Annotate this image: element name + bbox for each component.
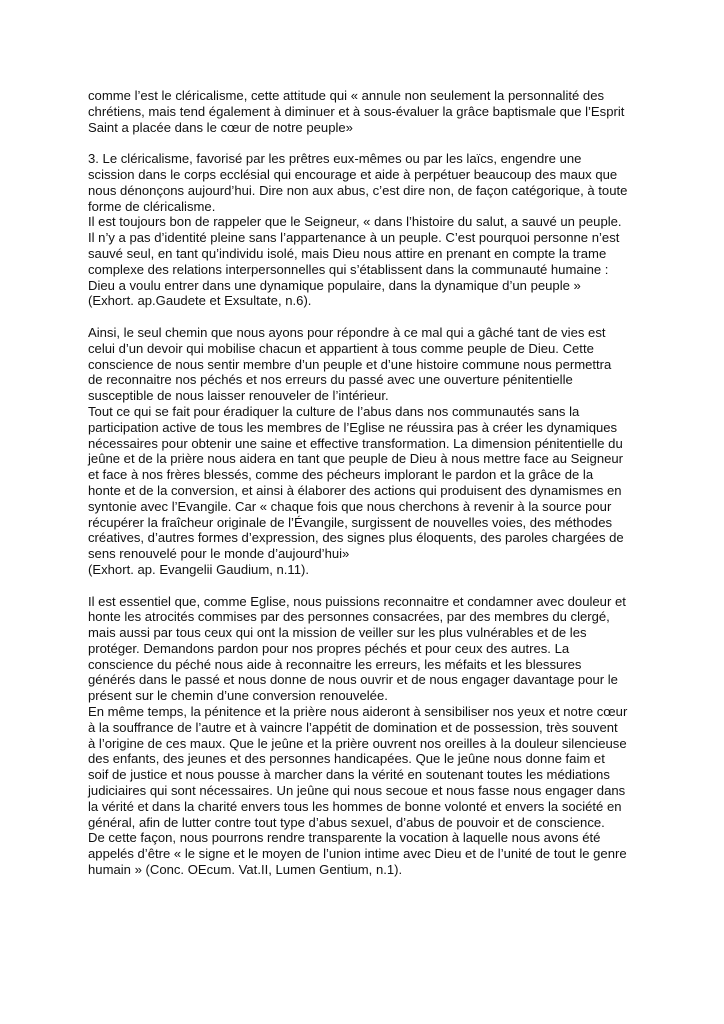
paragraph-2 [88, 151, 648, 309]
text-line: conscience du péché nous aide à reconnaitre les erreurs, les méfaits et les blessures [88, 656, 582, 672]
text-line: sauvé seul, en tant qu’individu isolé, mais Dieu nous attire en prenant en compte la trame [88, 245, 607, 261]
paragraph-gap [88, 309, 648, 325]
text-line: soif de justice et nous pousse à marcher dans la vérité en soutenant toutes les médiations [88, 767, 610, 783]
text-line: De cette façon, nous pourrons rendre transparente la vocation à laquelle nous avons été [88, 830, 601, 846]
text-line: Il est essentiel que, comme Eglise, nous puissions reconnaitre et condamner avec douleur et [88, 593, 626, 609]
text-line: complexe des relations interpersonnelles qui s’établissent dans la communauté humaine : [88, 261, 609, 277]
text-line: la vérité et dans la charité envers tous les hommes de bonne volonté et envers la société en [88, 798, 622, 814]
text-line: des enfants, des jeunes et des personnes handicapées. Que le jeûne nous donne faim et [88, 751, 605, 767]
text-line: forme de cléricalisme. [88, 198, 216, 214]
text-line: honte et de la conversion, et ainsi à élaborer des actions qui produisent des dynamismes en [88, 482, 622, 498]
text-line: générés dans le passé et nous donne de nous ouvrir et de nous engager davantage pour le [88, 672, 618, 688]
text-line: récupérer la fraîcheur originale de l’Évangile, surgissent de nouvelles voies, des méthodes [88, 514, 613, 530]
text-line: nécessaires pour obtenir une saine et effective transformation. La dimension pénitentielle du [88, 435, 623, 451]
text-line: chrétiens, mais tend également à diminuer et à sous-évaluer la grâce baptismale que l’Esprit [88, 103, 625, 119]
text-line: général, afin de lutter contre tout type d’abus sexuel, d’abus de pouvoir et de conscience. [88, 814, 605, 830]
text-line: scission dans le corps ecclésial qui encourage et aide à perpétuer beaucoup des maux que [88, 166, 618, 182]
paragraph-gap [88, 135, 648, 151]
text-line: Il n’y a pas d’identité pleine sans l’appartenance à un peuple. C’est pourquoi personne n’est [88, 230, 620, 246]
text-line: Ainsi, le seul chemin que nous ayons pour répondre à ce mal qui a gâché tant de vies est [88, 324, 606, 340]
text-line: appelés d’être « le signe et le moyen de l’union intime avec Dieu et de l’unité de tout le genre [88, 846, 627, 862]
text-line: et face à nos frères blessés, comme des pécheurs implorant le pardon et la grâce de la [88, 467, 594, 483]
text-line: mais aussi par tous ceux qui ont la mission de veiller sur les plus vulnérables et de les [88, 625, 587, 641]
text-line: comme l’est le cléricalisme, cette attitude qui « annule non seulement la personnalité des [88, 88, 605, 103]
text-line: humain » (Conc. OEcum. Vat.II, Lumen Gentium, n.1). [88, 862, 403, 878]
text-line: de reconnaitre nos péchés et nos erreurs du passé avec une ouverture pénitentielle [88, 372, 573, 388]
text-line: à la souffrance de l’autre et à vaincre l’appétit de domination et de possession, très souvent [88, 719, 618, 735]
text-line: Tout ce qui se fait pour éradiquer la culture de l’abus dans nos communautés sans la [88, 403, 580, 419]
text-line: à l’origine de ces maux. Que le jeûne et la prière ouvrent nos oreilles à la douleur silencieuse [88, 735, 627, 751]
text-line: sens renouvelé pour le monde d’aujourd’hui» [88, 546, 350, 562]
text-line: celui d’un devoir qui mobilise chacun et appartient à tous comme peuple de Dieu. Cette [88, 340, 594, 356]
text-line: susceptible de nous laisser renouveler de l’intérieur. [88, 388, 389, 404]
text-line: En même temps, la pénitence et la prière nous aideront à sensibiliser nos yeux et notre cœur [88, 704, 628, 720]
text-line: (Exhort. ap. Evangelii Gaudium, n.11). [88, 561, 310, 577]
text-line: judiciaires qui sont nécessaires. Un jeûne qui nous secoue et nous fasse nous engager dans [88, 783, 626, 799]
paragraph-3 [88, 325, 648, 578]
paragraph-1 [88, 88, 648, 135]
text-line: présent sur le chemin d’une conversion renouvelée. [88, 688, 388, 704]
paragraph-gap [88, 578, 648, 594]
text-line: nous dénonçons aujourd’hui. Dire non aux abus, c’est dire non, de façon catégorique, à toute [88, 182, 628, 198]
text-line: conscience de nous sentir membre d’un peuple et d’une histoire commune nous permettra [88, 356, 612, 372]
text-line: Saint a placée dans le cœur de notre peuple» [88, 119, 353, 135]
text-line: 3. Le cléricalisme, favorisé par les prêtres eux-mêmes ou par les laïcs, engendre une [88, 151, 582, 167]
text-line: Dieu a voulu entrer dans une dynamique populaire, dans la dynamique d’un peuple » [88, 277, 581, 293]
text-line: (Exhort. ap.Gaudete et Exsultate, n.6). [88, 293, 312, 309]
text-line: honte les atrocités commises par des personnes consacrées, par des membres du clergé, [88, 609, 610, 625]
text-line: Il est toujours bon de rappeler que le Seigneur, « dans l’histoire du salut, a sauvé un peuple. [88, 214, 622, 230]
text-line: protéger. Demandons pardon pour nos propres péchés et pour ceux des autres. La [88, 640, 570, 656]
text-line: créatives, d’autres formes d’expression, des signes plus éloquents, des paroles chargées de [88, 530, 624, 546]
document-body [88, 88, 648, 878]
text-line: syntonie avec l’Evangile. Car « chaque fois que nous cherchons à revenir à la source pour [88, 498, 612, 514]
paragraph-4 [88, 594, 648, 878]
text-line: jeûne et de la prière nous aidera en tant que peuple de Dieu à nous mettre face au Seigneur [88, 451, 624, 467]
text-line: participation active de tous les membres de l’Eglise ne réussira pas à créer les dynamiques [88, 419, 618, 435]
